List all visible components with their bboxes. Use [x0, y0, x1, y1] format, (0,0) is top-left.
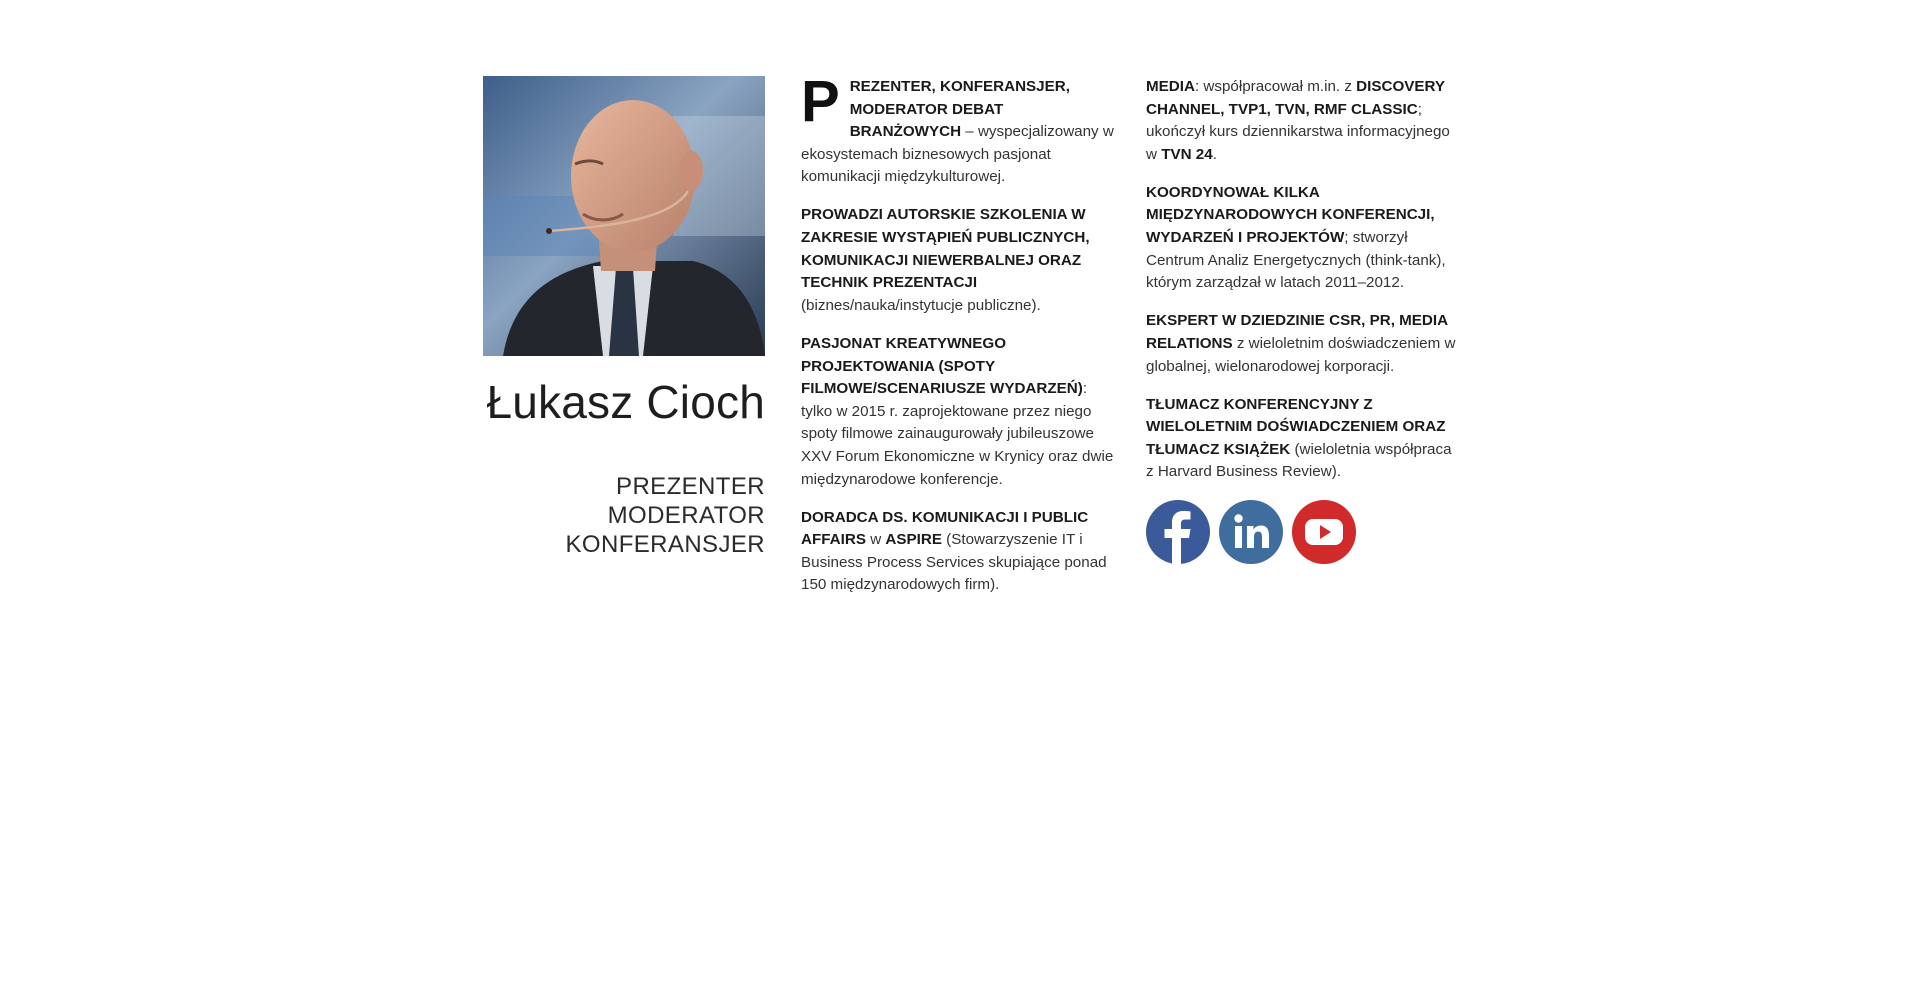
bio-paragraph-presenter	[801, 69, 1115, 189]
bio-bold: DISCOVERY CHANNEL, TVP1, TVN, RMF CLASSIC	[1146, 78, 1445, 118]
bio-bold: MEDIA	[1146, 78, 1195, 95]
bio-paragraph-media	[1146, 76, 1462, 166]
bio-text: ; ukończył kurs dziennikarstwa informacyjnego w	[1146, 100, 1450, 163]
bio-bold: TŁUMACZ KONFERENCYJNY Z WIELOLETNIM DOŚWIADCZENIEM ORAZ TŁUMACZ KSIĄŻEK	[1146, 395, 1446, 458]
bio-bold: TVN 24	[1161, 145, 1213, 163]
bio-text: (Stowarzyszenie IT i Business Process Services skupiające ponad 150 międzynarodowych firm).	[801, 531, 1107, 594]
profile-column	[483, 76, 765, 559]
bio-text: ; stworzył Centrum Analiz Energetycznych (think-tank), którym zarządzał w latach 2011–2012.	[1146, 229, 1446, 292]
bio-paragraph-trainings	[801, 204, 1115, 317]
bio-bold: ASPIRE	[885, 531, 942, 549]
facebook-icon	[1146, 500, 1210, 564]
bio-bold: KOORDYNOWAŁ KILKA MIĘDZYNARODOWYCH KONFERENCJI, WYDARZEŃ I PROJEKTÓW	[1146, 183, 1435, 247]
profile-photo	[483, 76, 765, 356]
social-links	[1146, 500, 1462, 564]
bio-text: w	[865, 531, 886, 549]
role-moderator: MODERATOR	[607, 502, 765, 530]
bio-text: – wyspecjalizowany w ekosystemach biznesowych pasjonat komunikacji międzykulturowej.	[801, 123, 1114, 186]
roles-list	[483, 472, 765, 559]
bio-bold: PROWADZI AUTORSKIE SZKOLENIA W ZAKRESIE WYSTĄPIEŃ PUBLICZNYCH, KOMUNIKACJI NIEWERBALNEJ ORAZ TECHNIK PREZENTACJI	[801, 206, 1090, 292]
bio-bold: EKSPERT W DZIEDZINIE CSR, PR, MEDIA RELATIONS	[1146, 312, 1448, 352]
bio-bold: REZENTER, KONFERANSJER, MODERATOR DEBAT BRANŻOWYCH	[849, 78, 1070, 141]
bio-bold: DORADCA DS. KOMUNIKACJI I PUBLIC AFFAIRS	[801, 508, 1089, 549]
bio-column-right	[1146, 76, 1462, 564]
youtube-icon	[1292, 500, 1356, 564]
bio-column-middle	[801, 69, 1115, 612]
bio-paragraph-translator	[1146, 394, 1462, 484]
facebook-link[interactable]	[1146, 500, 1210, 564]
youtube-link[interactable]	[1292, 500, 1356, 564]
bio-paragraph-advisor	[801, 507, 1115, 597]
linkedin-icon	[1219, 500, 1283, 564]
speaker-name: Łukasz Cioch	[486, 376, 765, 428]
bio-text: : tylko w 2015 r. zaprojektowane przez niego spoty filmowe zainaugurowały jubileuszowe XXV Forum Ekonomiczne w Krynicy oraz dwie międzynarodowe konferencje.	[801, 380, 1114, 488]
role-host: KONFERANSJER	[565, 531, 765, 559]
bio-paragraph-creative	[801, 333, 1115, 491]
drop-cap: P	[801, 69, 840, 134]
bio-text: : współpracował m.in. z	[1194, 78, 1357, 95]
linkedin-link[interactable]	[1219, 500, 1283, 564]
bio-text: (biznes/nauka/instytucje publiczne).	[801, 296, 1041, 314]
role-presenter: PREZENTER	[616, 473, 765, 501]
bio-text: z wieloletnim doświadczeniem w globalnej, wielonarodowej korporacji.	[1146, 334, 1456, 375]
bio-text: .	[1212, 145, 1217, 163]
bio-paragraph-coordination	[1146, 182, 1462, 295]
bio-paragraph-expert	[1146, 310, 1462, 378]
bio-bold: PASJONAT KREATYWNEGO PROJEKTOWANIA (SPOTY FILMOWE/SCENARIUSZE WYDARZEŃ)	[801, 334, 1083, 398]
bio-text: (wieloletnia współpraca z Harvard Business Review).	[1146, 440, 1452, 481]
